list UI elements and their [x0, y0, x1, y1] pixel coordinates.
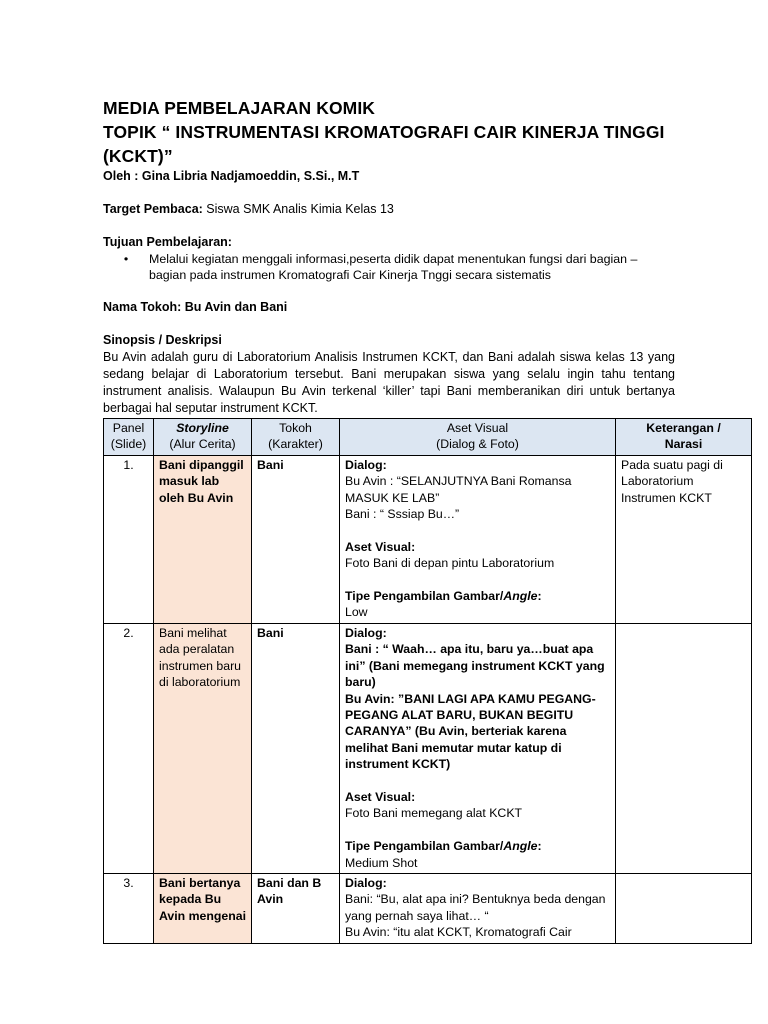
table-header-row	[104, 419, 752, 456]
header-tokoh: Tokoh (Karakter)	[252, 419, 340, 456]
keterangan-cell	[616, 623, 752, 873]
target-reader	[103, 201, 683, 218]
header-storyline: Storyline (Alur Cerita)	[154, 419, 252, 456]
storyboard-table	[103, 418, 752, 944]
objective-line-2: bagian pada instrumen Kromatografi Cair Kinerja Tnggi secara sistematis	[149, 267, 551, 282]
storyline-cell: Bani melihat ada peralatan instrumen baru di laboratorium	[154, 623, 252, 873]
aset-visual-cell: Dialog: Bu Avin : “SELANJUTNYA Bani Romansa MASUK KE LAB” Bani : “ Sssiap Bu…” Aset Visual: Foto Bani di depan pintu Laboratorium Tipe Pengambilan Gambar/Angle: Low	[340, 455, 616, 623]
table-row	[104, 623, 752, 873]
aset-visual-cell: Dialog: Bani: “Bu, alat apa ini? Bentuknya beda dengan yang pernah saya lihat… “ Bu Avin: “itu alat KCKT, Kromatografi Cair	[340, 873, 616, 943]
panel-number: 2.	[104, 623, 154, 873]
panel-number: 3.	[104, 873, 154, 943]
document-title	[103, 96, 683, 168]
target-value: Siswa SMK Analis Kimia Kelas 13	[202, 202, 394, 216]
header-panel: Panel (Slide)	[104, 419, 154, 456]
synopsis-text: Bu Avin adalah guru di Laboratorium Analisis Instrumen KCKT, dan Bani adalah siswa kelas 13 yang sedang belajar di Laboratorium tersebut. Bani merupakan siswa yang selalu ingin tahu tentang instrument analisis. Walaupun Bu Avin terkenal ‘killer’ tapi Bani memberanikan diri untuk bertanya berbagai hal seputar instrument KCKT.	[103, 349, 675, 415]
character-names: Nama Tokoh: Bu Avin dan Bani	[103, 300, 288, 314]
panel-number: 1.	[104, 455, 154, 623]
keterangan-cell: Pada suatu pagi di Laboratorium Instrumen KCKT	[616, 455, 752, 623]
objective-label: Tujuan Pembelajaran:	[103, 235, 232, 249]
table-row	[104, 455, 752, 623]
target-label: Target Pembaca:	[103, 202, 203, 216]
aset-visual-cell: Dialog: Bani : “ Waah… apa itu, baru ya…buat apa ini” (Bani memegang instrument KCKT yang baru) Bu Avin: ”BANI LAGI APA KAMU PEGANG-PEGANG ALAT BARU, BUKAN BEGITU CARANYA” (Bu Avin, berteriak karena melihat Bani memutar mutar katup di instrument KCKT) Aset Visual: Foto Bani memegang alat KCKT Tipe Pengambilan Gambar/Angle: Medium Shot	[340, 623, 616, 873]
objective-line-1: Melalui kegiatan menggali informasi,peserta didik dapat menentukan fungsi dari bagian –	[149, 251, 638, 266]
bullet-icon: •	[123, 251, 129, 266]
title-line-3: (KCKT)”	[103, 146, 173, 166]
synopsis-label: Sinopsis / Deskripsi	[103, 333, 222, 347]
header-aset-visual: Aset Visual (Dialog & Foto)	[340, 419, 616, 456]
document-page	[103, 96, 683, 417]
table-row	[104, 873, 752, 943]
header-keterangan: Keterangan / Narasi	[616, 419, 752, 456]
storyline-cell: Bani bertanya kepada Bu Avin mengenai	[154, 873, 252, 943]
author-line: Oleh : Gina Libria Nadjamoeddin, S.Si., M.T	[103, 169, 360, 183]
storyline-cell: Bani dipanggil masuk lab oleh Bu Avin	[154, 455, 252, 623]
tokoh-cell: Bani dan B Avin	[252, 873, 340, 943]
objective-item	[103, 251, 683, 283]
title-line-2: TOPIK “ INSTRUMENTASI KROMATOGRAFI CAIR KINERJA TINGGI	[103, 122, 665, 142]
tokoh-cell: Bani	[252, 455, 340, 623]
title-line-1: MEDIA PEMBELAJARAN KOMIK	[103, 98, 376, 118]
keterangan-cell	[616, 873, 752, 943]
tokoh-cell: Bani	[252, 623, 340, 873]
